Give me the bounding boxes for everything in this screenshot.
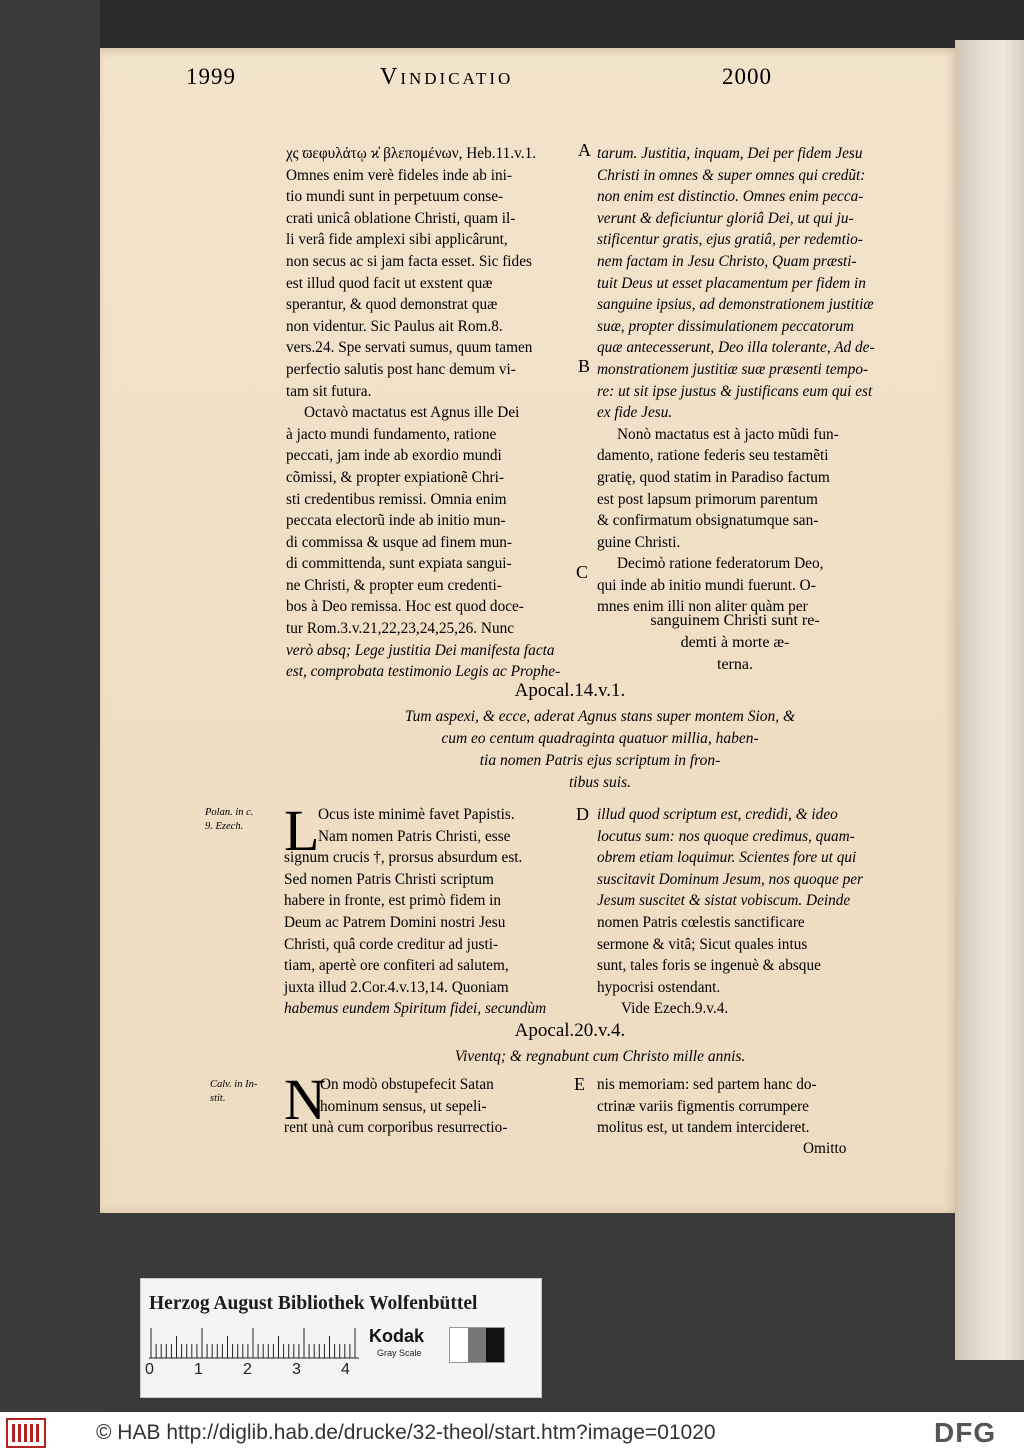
- drop-cap-l: L: [284, 798, 320, 863]
- ruler-number: 0: [145, 1361, 154, 1378]
- text-line: nem factam in Jesu Christo, Quam præsti-: [597, 252, 857, 270]
- text-line: ne Christi, & propter eum credenti-: [286, 576, 502, 594]
- page-number-left: 1999: [186, 64, 236, 89]
- section2-left-column: [284, 1074, 507, 1139]
- text-line: signum crucis †, prorsus absurdum est.: [284, 849, 523, 867]
- text-line: tuit Deus ut esset placamentum per fidem in: [597, 274, 866, 292]
- text-line: & confirmatum obsignatumque san-: [597, 512, 819, 530]
- text-line: sunt, tales foris se ingenuè & absque: [597, 957, 821, 975]
- margin-note-polan: Polan. in c. 9. Ezech.: [205, 807, 254, 832]
- text-line: Octavò mactatus est Agnus ille Dei: [304, 404, 520, 422]
- text-line: suæ, propter dissimulationem peccatorum: [597, 317, 854, 335]
- text-line: crati unicâ oblatione Christi, quam il-: [286, 209, 516, 227]
- kodak-gray-scale-label: Gray Scale: [377, 1348, 422, 1358]
- text-line: verunt & deficiuntur gloriâ Dei, ut qui ju-: [597, 209, 854, 227]
- marker-b: B: [578, 356, 591, 376]
- text-line: Deum ac Patrem Domini nostri Jesu: [284, 913, 506, 931]
- text-line: damento, ratione federis seu testamẽti: [597, 447, 829, 465]
- text-line: vers.24. Spe servati sumus, quum tamen: [286, 339, 533, 357]
- text-line: Sed nomen Patris Christi scriptum: [284, 870, 494, 888]
- text-line: peccata electorũ inde ab initio mun-: [286, 512, 506, 530]
- text-line: est, comprobata testimonio Legis ac Prophe-: [286, 663, 561, 681]
- scale-ruler-card: [140, 1278, 542, 1398]
- text-line: locutus sum: nos quoque credimus, quam-: [597, 827, 855, 845]
- text-line: Nam nomen Patris Christi, esse: [318, 827, 511, 845]
- text-line: quæ antecesserunt, Deo illa tolerante, Ad de-: [597, 339, 875, 357]
- text-line: sti credentibus remissi. Omnia enim: [286, 490, 507, 508]
- scan-background-left: [0, 0, 100, 1454]
- text-line: Nonò mactatus est à jacto mũdi fun-: [617, 425, 839, 443]
- text-line: mnes enim illi non aliter quàm per: [597, 598, 808, 616]
- margin-note-calvin: Calv. in In- stit.: [210, 1079, 258, 1104]
- text-line: nis memoriam: sed partem hanc do-: [597, 1076, 817, 1093]
- footer-bar: [0, 1412, 1024, 1454]
- left-column-top: [286, 143, 560, 683]
- text-line: tur Rom.3.v.21,22,23,24,25,26. Nunc: [286, 620, 515, 638]
- text-line: rent unà cum corporibus resurrectio-: [284, 1119, 508, 1137]
- text-line: di commissa & usque ad finem mun-: [286, 533, 513, 551]
- text-line: stificentur gratis, ejus gratiâ, per redemtio-: [597, 231, 863, 249]
- marker-d: D: [576, 804, 589, 824]
- text-line: ctrinæ variis figmentis corrumpere: [597, 1097, 809, 1115]
- text-line: gratię, quod statim in Paradiso factum: [597, 468, 830, 486]
- text-line: sermone & vitâ; Sicut quales intus: [597, 935, 808, 953]
- text-line: ex fide Jesu.: [597, 404, 673, 422]
- text-line: tio mundi sunt in perpetuum conse-: [286, 188, 504, 206]
- text-line: qui inde ab initio mundi fuerunt. O-: [597, 576, 816, 594]
- right-column-top: [597, 143, 875, 618]
- text-line: Decimò ratione federatorum Deo,: [617, 555, 824, 573]
- verse-line: tia nomen Patris ejus scriptum in fron-: [479, 752, 721, 769]
- text-line: habere in fronte, est primò fidem in: [284, 892, 502, 910]
- catchword: Omitto: [803, 1140, 847, 1157]
- text-line: di committenda, sunt expiata sangui-: [286, 555, 512, 573]
- text-line: molitus est, ut tandem intercideret.: [597, 1119, 810, 1137]
- footer-url[interactable]: © HAB http://diglib.hab.de/drucke/32-theol/start.htm?image=01020: [96, 1421, 716, 1444]
- text-line: tiam, apertè ore confiteri ad salutem,: [284, 957, 509, 975]
- section-heading-apocal-20: Apocal.20.v.4.: [514, 1020, 626, 1041]
- gray-scale-patch: [449, 1327, 505, 1363]
- library-name: Herzog August Bibliothek Wolfenbüttel: [149, 1293, 478, 1314]
- text-line: est post lapsum primorum parentum: [597, 490, 818, 508]
- ruler-number: 1: [194, 1361, 203, 1378]
- text-line: Vide Ezech.9.v.4.: [621, 1000, 729, 1018]
- section1-left-column: [284, 798, 547, 1020]
- text-line: Christi, quâ corde creditur ad justi-: [284, 935, 499, 953]
- text-line: re: ut sit ipse justus & justificans eum qui est: [597, 382, 873, 400]
- text-line: illud quod scriptum est, credidi, & ideo: [597, 806, 838, 823]
- section-heading-apocal-14: Apocal.14.v.1.: [514, 680, 626, 701]
- marker-e: E: [574, 1074, 585, 1094]
- text-line: monstrationem justitiæ suæ præsenti tempo-: [597, 360, 869, 378]
- text-line: cõmissi, & propter expiationẽ Chri-: [286, 468, 504, 486]
- section1-right-column: [597, 804, 863, 1020]
- running-title: Vindicatio: [380, 64, 514, 90]
- section-verse-apocal-20: Viventq; & regnabunt cum Christo mille annis.: [454, 1048, 746, 1065]
- text-line: Christi in omnes & super omnes qui credũt:: [597, 166, 866, 184]
- adjacent-page-edge: [955, 40, 1024, 1360]
- text-line: demti à morte æ-: [680, 634, 790, 651]
- text-line: obrem etiam loquimur. Scientes fore ut qui: [597, 849, 857, 867]
- section2-right-column: [597, 1074, 817, 1139]
- text-line: guine Christi.: [597, 533, 681, 551]
- text-line: On modò obstupefecit Satan: [320, 1076, 494, 1093]
- verse-line: Tum aspexi, & ecce, aderat Agnus stans super montem Sion, &: [404, 708, 796, 725]
- page-number-right: 2000: [722, 64, 772, 89]
- text-line: verò absq; Lege justitia Dei manifesta facta: [286, 641, 555, 659]
- text-line: non enim est distinctio. Omnes enim pecca-: [597, 188, 864, 206]
- text-line: est illud quod facit ut exstent quæ: [286, 274, 493, 292]
- text-line: li verâ fide amplexi sibi applicârunt,: [286, 231, 508, 249]
- ruler-number: 3: [292, 1361, 301, 1378]
- text-line: terna.: [717, 656, 753, 673]
- text-line: sanguinem Christi sunt re-: [650, 612, 820, 629]
- text-line: hominum sensus, ut sepeli-: [320, 1097, 487, 1115]
- kodak-logo: Kodak: [369, 1326, 425, 1346]
- text-line: à jacto mundi fundamento, ratione: [286, 425, 497, 443]
- text-line: hypocrisi ostendant.: [597, 978, 721, 996]
- drop-cap-n: N: [284, 1067, 326, 1132]
- text-line: perfectio salutis post hanc demum vi-: [286, 360, 516, 378]
- marker-a: A: [578, 140, 591, 160]
- right-column-top-tail: [560, 610, 910, 676]
- text-line: Jesum suscitet & sistat vobiscum. Deinde: [597, 892, 851, 910]
- ruler-number: 2: [243, 1361, 252, 1378]
- ruler-ticks: [149, 1325, 363, 1359]
- text-line: tarum. Justitia, inquam, Dei per fidem Jesu: [597, 145, 863, 162]
- text-line: peccati, jam inde ab exordio mundi: [286, 447, 502, 465]
- text-line: sanguine ipsius, ad demonstrationem justitiæ: [597, 296, 874, 314]
- ruler-number: 4: [341, 1361, 350, 1378]
- text-line: juxta illud 2.Cor.4.v.13,14. Quoniam: [284, 978, 509, 996]
- verse-line: cum eo centum quadraginta quatuor millia, haben-: [441, 730, 759, 747]
- text-line: Omnes enim verè fideles inde ab ini-: [286, 166, 512, 184]
- marker-c: C: [576, 562, 589, 582]
- text-line: non secus ac si jam facta esset. Sic fides: [286, 252, 532, 270]
- section-verse-apocal-14: [300, 706, 900, 794]
- hab-logo-icon: [6, 1418, 46, 1448]
- text-line: tam sit futura.: [286, 382, 372, 400]
- text-line: χς ϖεφυλάτῳ ϰ̓ βλεπομένων, Heb.11.v.1.: [286, 145, 537, 162]
- text-line: suscitavit Dominum Jesum, nos quoque per: [597, 870, 863, 888]
- text-line: sperantur, & quod demonstrat quæ: [286, 296, 498, 314]
- text-line: Ocus iste minimè favet Papistis.: [318, 806, 515, 823]
- text-line: nomen Patris cœlestis sanctificare: [597, 913, 805, 931]
- dfg-logo: DFG: [934, 1417, 997, 1448]
- verse-line: tibus suis.: [568, 774, 631, 791]
- text-line: habemus eundem Spiritum fidei, secundùm: [284, 1000, 547, 1018]
- text-line: non videntur. Sic Paulus ait Rom.8.: [286, 317, 503, 335]
- text-line: bos à Deo remissa. Hoc est quod doce-: [286, 598, 524, 616]
